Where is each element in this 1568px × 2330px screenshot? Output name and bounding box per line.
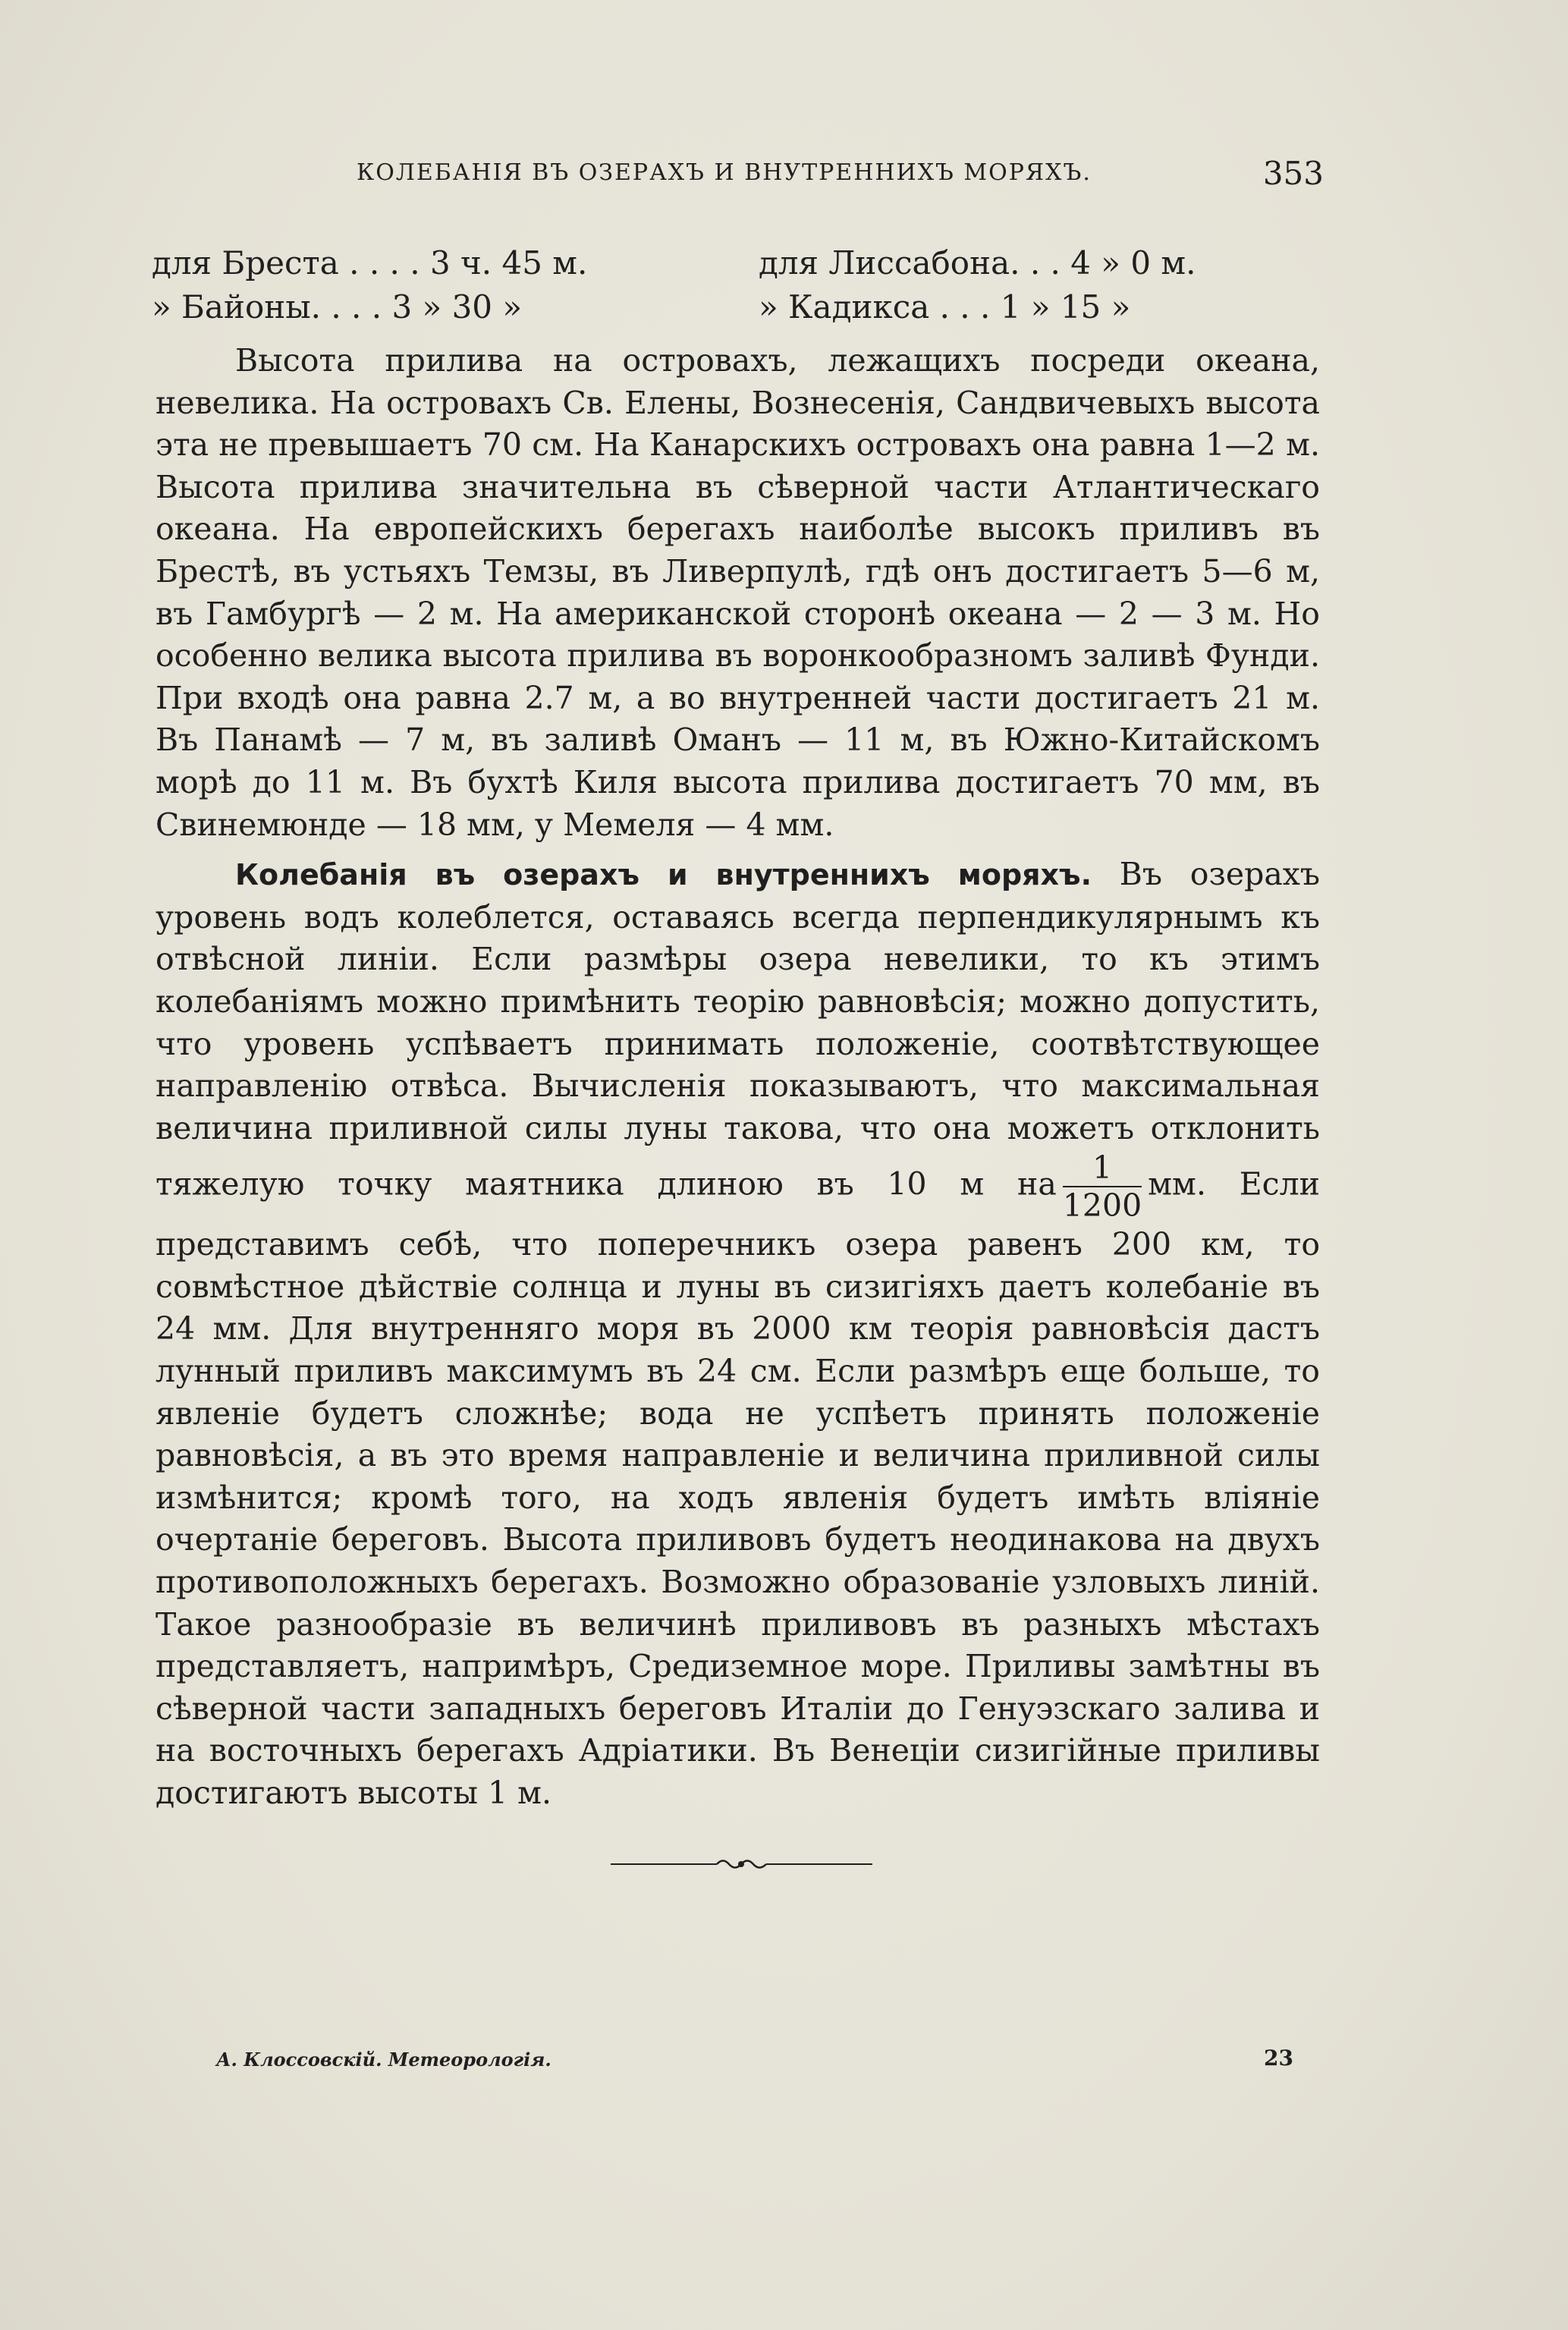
paragraph-text: мм. Если представимъ себѣ, что поперечникъ озера равенъ 200 км, то совмѣстное дѣйствіе солнца и луны въ сизигіяхъ даетъ колебаніе въ 24 мм. Для внутренняго моря въ 2000 км теорія равновѣсія дастъ лунный приливъ максимумъ въ 24 см. Если размѣръ еще больше, то явленіе будетъ сложнѣе; вода не успѣетъ принять положеніе равновѣсія, а въ это время направленіе и величина приливной силы измѣнится; кромѣ того, на ходъ явленія будетъ имѣть вліяніе очертаніе береговъ. Высота приливовъ будетъ неодинакова на двухъ противоположныхъ берегахъ. Возможно образованіе узловыхъ линій. Такое разнообразіе въ величинѣ приливовъ въ разныхъ мѣстахъ представляетъ, напримѣръ, Средиземное море. Приливы замѣтны въ сѣверной части западныхъ береговъ Италіи до Генуэзскаго залива и на восточныхъ берегахъ Адріатики. Въ Венеціи сизигійные приливы достигаютъ высоты 1 м.	[156, 1165, 1320, 1811]
divider-ornament-icon	[611, 1853, 872, 1876]
footer-signature: А. Клоссовскій. Метеорологія.	[216, 2049, 551, 2071]
paragraph-lake-tides	[156, 854, 1320, 1814]
footer	[216, 2045, 1293, 2079]
page-number: 353	[1262, 155, 1324, 192]
tide-time-right: для Лиссабона. . . 4 » 0 м.	[759, 244, 1196, 281]
paragraph-island-tides: Высота прилива на островахъ, лежащихъ посреди океана, невелика. На островахъ Св. Елены, Вознесенія, Сандвичевыхъ высота эта не превышаетъ 70 см. На Канарскихъ островахъ она равна 1—2 м. Высота прилива значительна въ сѣверной части Атлантическаго океана. На европейскихъ берегахъ наиболѣе высокъ приливъ въ Брестѣ, въ устьяхъ Темзы, въ Ливерпулѣ, гдѣ онъ достигаетъ 5—6 м, въ Гамбургѣ — 2 м. На американской сторонѣ океана — 2 — 3 м. Но особенно велика высота прилива въ воронкообразномъ заливѣ Фунди. При входѣ она равна 2.7 м, а во внутренней части достигаетъ 21 м. Въ Панамѣ — 7 м, въ заливѣ Оманъ — 11 м, въ Южно-Китайскомъ морѣ до 11 м. Въ бухтѣ Киля высота прилива достигаетъ 70 мм, въ Свинемюнде — 18 мм, у Мемеля — 4 мм.	[156, 342, 1320, 843]
tide-time-right: » Кадикса . . . 1 » 15 »	[759, 288, 1131, 325]
table-row	[152, 241, 1328, 285]
section-heading: Колебанія въ озерахъ и внутреннихъ моряхъ.	[235, 858, 1092, 892]
paragraph-text: Въ озерахъ уровень водъ колеблется, оставаясь всегда перпендикулярнымъ къ отвѣсной линіи. Если размѣры озера невелики, то къ этимъ колебаніямъ можно примѣнить теорію равновѣсія; можно допустить, что уровень успѣваетъ принимать положеніе, соотвѣтствующее направленію отвѣса. Вычисленія показываютъ, что максимальная величина приливной силы луны такова, что она можетъ отклонить тяжелую точку маятника длиною въ 10 м на	[156, 856, 1320, 1203]
signature-mark: 23	[1264, 2045, 1293, 2071]
running-head	[156, 155, 1324, 205]
fraction	[1063, 1149, 1142, 1224]
fraction-numerator: 1	[1063, 1149, 1142, 1187]
body-text	[156, 340, 1320, 1815]
fraction-denominator: 1200	[1062, 1187, 1142, 1225]
table-row	[152, 285, 1328, 329]
tide-time-left: » Байоны. . . . 3 » 30 »	[152, 288, 523, 325]
running-title: КОЛЕБАНІЯ ВЪ ОЗЕРАХЪ И ВНУТРЕННИХЪ МОРЯХЪ.	[357, 159, 1092, 186]
tide-time-left: для Бреста . . . . 3 ч. 45 м.	[152, 244, 588, 281]
tide-times-table	[152, 241, 1328, 329]
